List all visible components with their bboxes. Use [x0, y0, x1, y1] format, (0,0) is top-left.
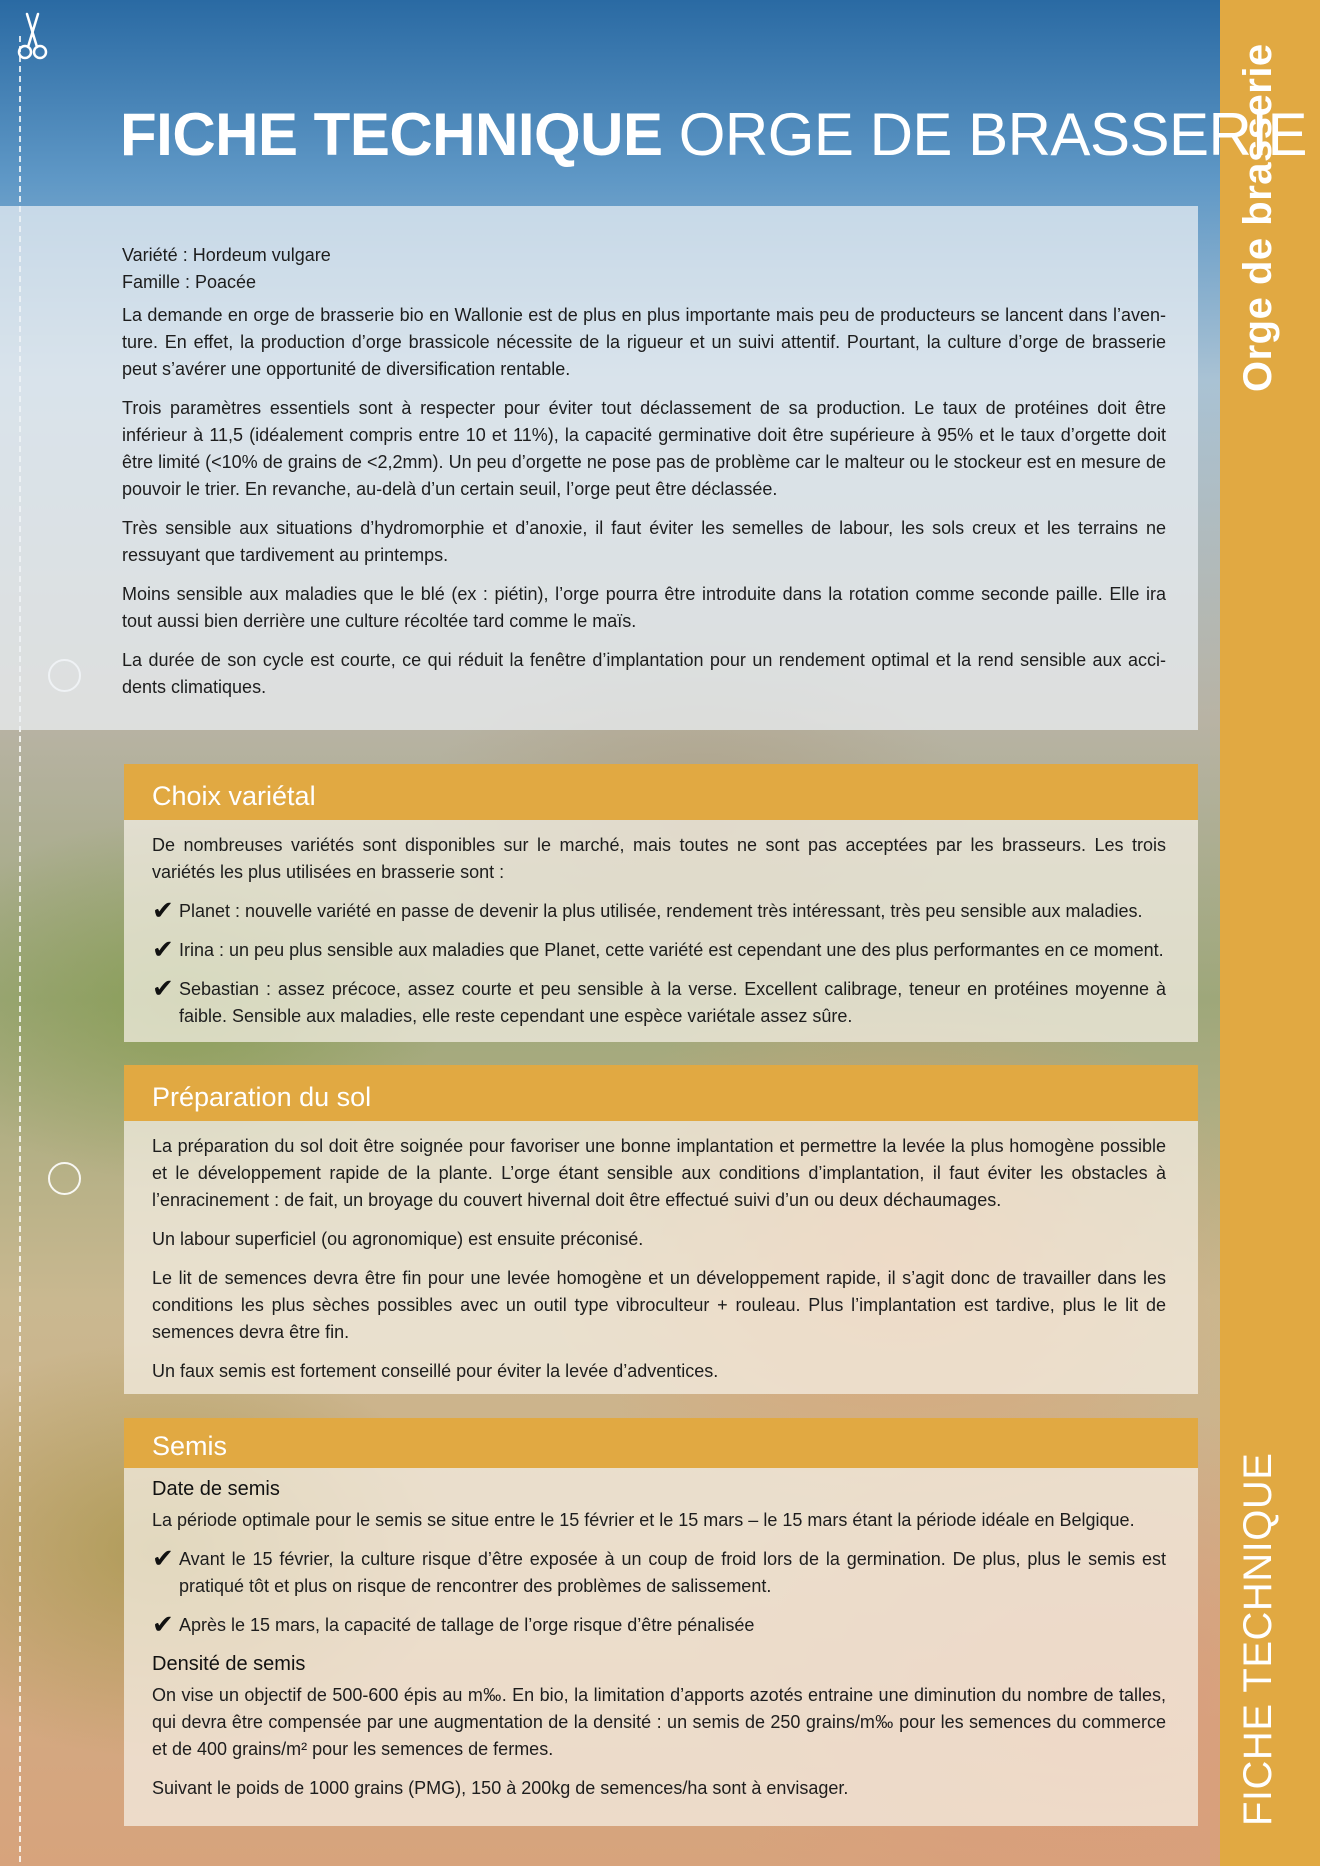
- section-paragraph: On vise un objectif de 500-600 épis au m‰. En bio, la limitation d’apports azotés entraine une diminution du nombre de talles, qui devra être compensée par une augmentation de la densité : un semis de 250 grains/m‰ pour les semences du commerce et de 400 grains/m² pour les semences de fermes.: [152, 1685, 1166, 1759]
- list-item: [152, 973, 1166, 1030]
- variety-line: Variété : Hordeum vulgare: [122, 245, 331, 265]
- section-title: Choix variétal: [124, 764, 1198, 820]
- date-heading: Date de semis: [152, 1478, 280, 1500]
- density-heading: Densité de semis: [152, 1653, 306, 1675]
- section-paragraph: La période optimale pour le semis se situe entre le 15 février et le 15 mars – le 15 mars étant la période idéale en Belgique.: [152, 1510, 1135, 1530]
- checkmark-icon: ✔: [152, 1609, 174, 1639]
- list-item-text: Planet : nouvelle variété en passe de devenir la plus utilisée, rendement très intéressant, très peu sensible aux maladies.: [179, 901, 1143, 921]
- list-item-text: Irina : un peu plus sensible aux maladies que Planet, cette variété est cependant une des plus performantes en ce moment.: [179, 940, 1164, 960]
- section-paragraph: Un labour superficiel (ou agronomique) est ensuite préconisé.: [152, 1229, 644, 1249]
- scissors-icon: [16, 10, 50, 62]
- list-item: [152, 1609, 1166, 1639]
- checkmark-icon: ✔: [152, 973, 174, 1003]
- side-label-bottom: FICHE TECHNIQUE: [1236, 1452, 1280, 1826]
- section-title: Semis: [124, 1418, 1198, 1468]
- binder-hole-bottom: [48, 1162, 81, 1195]
- section-choix-varietal: [124, 764, 1198, 1042]
- section-preparation-sol: [124, 1065, 1198, 1394]
- section-paragraph: Un faux semis est fortement conseillé pour éviter la levée d’adventices.: [152, 1361, 719, 1381]
- checkmark-icon: ✔: [152, 895, 174, 925]
- section-paragraph: De nombreuses variétés sont disponibles sur le marché, mais toutes ne sont pas acceptées par les brasseurs. Les trois variétés les plus utilisées en brasserie sont :: [152, 835, 1166, 882]
- list-item-text: Avant le 15 février, la culture risque d’être exposée à un coup de froid lors de la germination. De plus, plus le semis est pratiqué tôt et plus on risque de rencontrer des problèmes de salissement.: [179, 1549, 1166, 1596]
- checkmark-icon: ✔: [152, 934, 174, 964]
- section-body: [124, 1468, 1198, 1802]
- intro-paragraph: La demande en orge de brasserie bio en Wallonie est de plus en plus importante mais peu de producteurs se lancent dans l’aven-ture. En effet, la production d’orge brassicole nécessite de la rigueur et un suivi attentif. Pourtant, la culture d’orge de brasserie peut s’avérer une opportunité de diversification rentable.: [122, 305, 1166, 379]
- section-paragraph: Suivant le poids de 1000 grains (PMG), 150 à 200kg de semences/ha sont à envisager.: [152, 1778, 849, 1798]
- list-item-text: Après le 15 mars, la capacité de tallage de l’orge risque d’être pénalisée: [179, 1615, 755, 1635]
- section-body: [124, 1121, 1198, 1385]
- intro-paragraph: Très sensible aux situations d’hydromorphie et d’anoxie, il faut éviter les semelles de labour, les sols creux et les terrains ne ressuyant que tardivement au printemps.: [122, 518, 1166, 565]
- intro-paragraph: La durée de son cycle est courte, ce qui réduit la fenêtre d’implantation pour un rendement optimal et la rend sensible aux acci-dents climatiques.: [122, 650, 1166, 697]
- intro-meta: [122, 242, 1166, 296]
- list-item: [152, 895, 1166, 925]
- intro-panel: [0, 206, 1198, 730]
- section-semis: [124, 1418, 1198, 1826]
- intro-paragraph: Moins sensible aux maladies que le blé (ex : piétin), l’orge pourra être introduite dans la rotation comme seconde paille. Elle ira tout aussi bien derrière une culture récoltée tard comme le maïs.: [122, 584, 1166, 631]
- title-bold: FICHE TECHNIQUE: [120, 101, 663, 168]
- section-title: Préparation du sol: [124, 1065, 1198, 1121]
- title-light: ORGE DE BRASSERIE: [678, 101, 1308, 168]
- section-paragraph: La préparation du sol doit être soignée pour favoriser une bonne implantation et permettre la levée la plus homogène possible et le développement rapide de la plante. L’orge étant sensible aux conditions d’implantation, il faut éviter les obstacles à l’enracinement : de fait, un broyage du couvert hivernal doit être effectué suivi d’un ou deux déchaumages.: [152, 1136, 1166, 1210]
- side-label-top: Orge de brasserie: [1236, 43, 1280, 392]
- list-item-text: Sebastian : assez précoce, assez courte et peu sensible à la verse. Excellent calibrage, teneur en protéines moyenne à faible. Sensible aux maladies, elle reste cependant une espèce variétale assez sûre.: [179, 979, 1166, 1026]
- checkmark-icon: ✔: [152, 1543, 174, 1573]
- family-line: Famille : Poacée: [122, 272, 257, 292]
- list-item: [152, 934, 1166, 964]
- section-body: [124, 820, 1198, 1030]
- list-item: [152, 1543, 1166, 1600]
- page-title: [120, 100, 1307, 169]
- section-paragraph: Le lit de semences devra être fin pour une levée homogène et un développement rapide, il s’agit donc de travailler dans les conditions les plus sèches possibles avec un outil type vibroculteur + rouleau. Plus l’implantation est tardive, plus le lit de semences devra être fin.: [152, 1268, 1166, 1342]
- intro-paragraph: Trois paramètres essentiels sont à respecter pour éviter tout déclassement de sa production. Le taux de protéines doit être inférieur à 11,5 (idéalement compris entre 10 et 11%), la capacité germinative doit être supérieure à 95% et le taux d’orgette doit être limité (<10% de grains de <2,2mm). Un peu d’orgette ne pose pas de problème car le malteur ou le stockeur est en mesure de pouvoir le trier. En revanche, au-delà d’un certain seuil, l’orge peut être déclassée.: [122, 398, 1166, 499]
